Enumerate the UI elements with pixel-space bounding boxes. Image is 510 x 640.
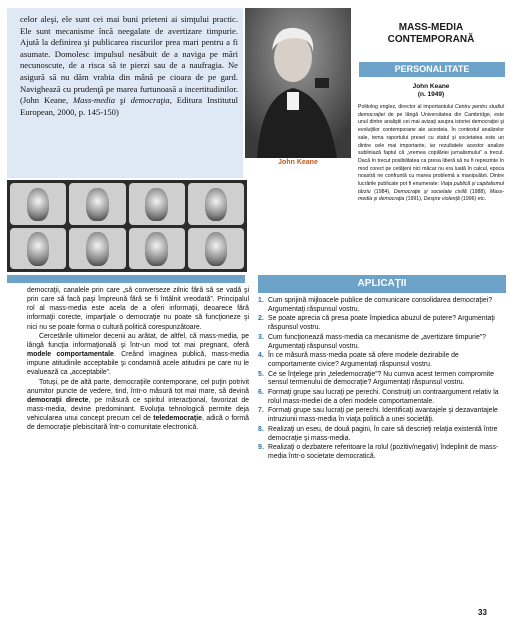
quote-text: celor aleşi, ele sunt cei mai buni prieteni ai simţului practic. Ele sunt mecanisme încă neegalate de avertizare timpurie. Ajută la definirea şi publicarea riscurilor prea mari pentru a fi asumate. Domolesc impulsul nesăbuit de a naviga pe mări necunoscute, de a risca să te pierzi sau de a naufragia. Ne asigură să nu dăm vrabia din mână pe cioara de pe gard. Navighează cu prudenţă pe marea furtunoasă a incertitudinilor. (John Keane, Mass-media şi democraţia, Editura Institutul European, 2000, p. 145-150) xyxy=(20,14,239,117)
tv-screen xyxy=(188,228,244,270)
list-item: 9. Realizaţi o dezbatere referitoare la rolul (pozitiv/negativ) îndeplinit de mass-media într-o societate democratică. xyxy=(258,444,499,460)
applications-list xyxy=(258,297,506,463)
list-item: 4. În ce măsură mass-media poate să ofere modele dezirabile de comportamente civice? Argumentaţi răspunsul vostru. xyxy=(258,352,459,368)
portrait-photo xyxy=(245,8,351,158)
paragraph: Totuşi, pe de altă parte, democraţiile contemporane, cel puţin potrivit anumitor puncte de vedere, tind, într-o măsură tot mai mare, să devină democraţii directe, pe măsură ce spiritul interacţional, favorizat de mass-media, devine predominant. Evoluţia tehnologică permite deja vehicularea unui concept precum cel de teledemocraţie, adică o formă de democraţie plebiscitară într-o comunitate electronică. xyxy=(27,378,250,432)
tv-screen xyxy=(10,183,66,225)
list-item: 2. Se poate aprecia că presa poate împiedica abuzul de putere? Argumentaţi răspunsul vostru. xyxy=(258,315,495,332)
tv-screen xyxy=(10,228,66,270)
page-number: 33 xyxy=(478,608,487,617)
personality-label: PERSONALITATE xyxy=(359,62,505,77)
tv-screen xyxy=(69,183,125,225)
tv-screen xyxy=(188,183,244,225)
person-bio: Politolog englez, director al importantului Centru pentru studiul democraţiei de pe lângă Universitatea din Cambridge, este unul dintre analiştii cei mai avizaţi asupra istoriei democraţiei şi evoluţiilor contemporane ale acesteia. În contextul analizelor sale, tema raportului presei cu statul şi societatea este un dintre cele mai importante, iar rezultatele acestor analize subliniază faptul că „vremea copilăriei jurnalismului” a trecut. Dacă în trecut posibilitatea ca presa liberă să nu fi reprezinte în mod corect pe cetăţeni nici măcar nu era luată în calcul, epoca noastră ne confruntă cu marea problemă a manipulării. Dintre lucrările publicate pot fi enumerate: Viaţa publică şi capitalismul târziu (1984), Democraţie şi societate civilă (1988), Mass-media şi democraţia (1991), Despre violenţă (1996) etc. xyxy=(358,104,504,203)
paragraph: democraţii, canalele prin care „să converseze zilnic fără să se vadă şi prin care să facă paşi împreună fără se fi întâlnit vreodată”. Principalul rol al mass-media este acela de a oferi informaţii, deoarece fără informaţii corecte, imparţiale o democraţie nu poate să funcţioneze şi nici nu se poate forma o cultură politică corespunzătoare. xyxy=(27,287,249,331)
tv-screen xyxy=(129,183,185,225)
tv-wall-image xyxy=(7,180,247,272)
list-item: 5. Ce se înţelege prin „teledemocraţie”? Nu cumva acest termen compromite sensul termenului de democraţie? Argumentaţi răspunsul vostru. xyxy=(258,370,494,387)
main-text xyxy=(27,286,249,433)
tv-screen xyxy=(129,228,185,270)
list-item: 8. Realizaţi un eseu, de două pagini, în care să descrieţi relaţia existentă între democraţie şi mass-media. xyxy=(258,425,498,442)
person-name: John Keane (n. 1949) xyxy=(412,83,450,98)
section-divider xyxy=(7,275,245,283)
section-title: MASS-MEDIA CONTEMPORANĂ xyxy=(387,22,475,45)
list-item: 1. Cum sprijină mijloacele publice de comunicare consolidarea democraţiei? Argumentaţi răspunsul vostru. xyxy=(258,297,493,313)
quote-source-title: Mass-media şi democraţia xyxy=(73,95,170,106)
list-item: 3. Cum funcţionează mass-media ca mecanisme de „avertizare timpurie”? Argumentaţi răspunsul vostru. xyxy=(258,333,486,350)
photo-caption: John Keane xyxy=(278,159,318,166)
list-item: 7. Formaţi grupe sau lucraţi pe perechi. Identificaţi avantajele şi dezavantajele intruziunii mass-media în viaţa politică a unei societăţi. xyxy=(258,407,498,424)
paragraph: Cercetările ultimelor decenii au arătat, de altfel, că mass-media, pe lângă funcţia informaţională şi într-un mod tot mai pregnant, oferă modele comportamentale. Creând imaginea publică, mass-media impune atitudinile acceptabile şi condamnă acele atitudini pe care nu le evaluează ca „acceptabile”. xyxy=(27,332,249,377)
list-item: 6. Formaţi grupe sau lucraţi pe perechi. Construiţi un contraargument relativ la rolul mass-mediei de a oferi modele comportamentale. xyxy=(258,389,499,405)
tv-screen xyxy=(69,228,125,270)
applications-title: APLICAŢII xyxy=(258,275,506,293)
